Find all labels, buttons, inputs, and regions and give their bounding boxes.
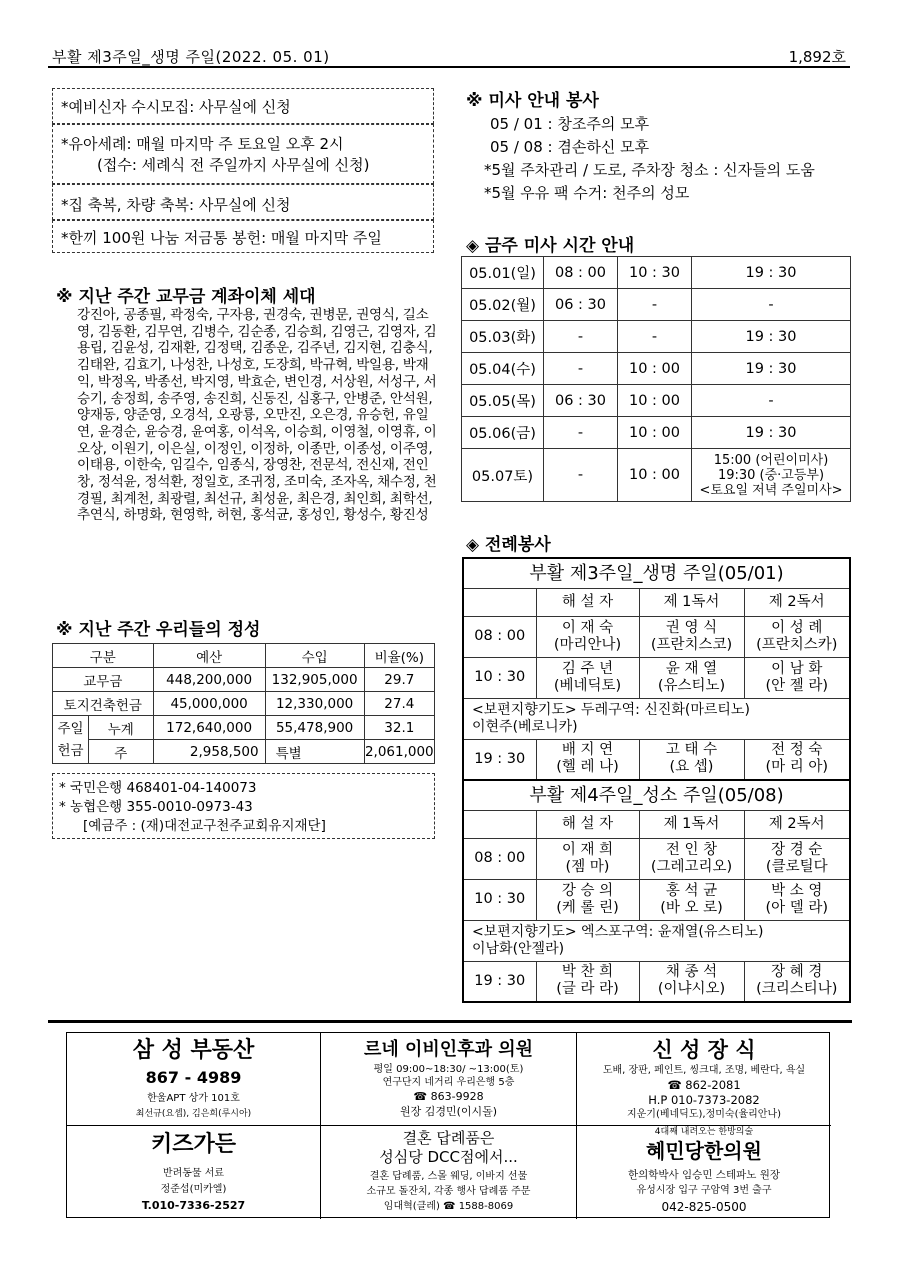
mass-time: 10 : 00 — [618, 385, 692, 417]
ad-line: 원장 김경민(이시돌) — [399, 1105, 498, 1118]
cell-income: 55,478,900 — [265, 716, 364, 740]
ad-line: ☎ 862-2081 — [667, 1078, 741, 1092]
group-label: 주일 헌금 — [53, 716, 89, 764]
ad-phone: 867 - 4989 — [145, 1068, 242, 1087]
notice-line: *집 축복, 차량 축복: 사무실에 신청 — [61, 196, 291, 214]
mass-time: 10 : 00 — [618, 449, 692, 502]
ads-divider — [48, 1020, 852, 1023]
cell-income: 132,905,000 — [265, 668, 364, 692]
notice-box — [52, 88, 434, 124]
col-header: 예산 — [153, 644, 265, 668]
notice-line: *한끼 100원 나눔 저금통 봉헌: 매월 마지막 주일 — [61, 229, 382, 247]
col-header: 제 1독서 — [639, 810, 744, 838]
issue-number: 1,892호 — [788, 48, 846, 66]
mass-time: - — [692, 289, 851, 321]
mass-time: 19 : 30 — [692, 417, 851, 449]
service-line: 05 / 08 : 겸손하신 모후 — [490, 138, 650, 156]
notice-line: *유아세례: 매월 마지막 주 토요일 오후 2시 — [61, 135, 344, 153]
mass-date: 05.06(금) — [462, 417, 544, 449]
liturgy-time: 10 : 30 — [463, 657, 536, 698]
liturgy-section-title: 부활 제4주일_성소 주일(05/08) — [463, 780, 850, 810]
ad-line: 최선규(요셉), 김은희(루시아) — [135, 1109, 252, 1119]
ad-oriental-clinic — [577, 1126, 831, 1216]
cell-income: 12,330,000 — [265, 692, 364, 716]
reader-1: 홍 석 균 (바 오 로) — [639, 879, 744, 920]
cell-budget: 2,958,500 — [153, 740, 265, 764]
mass-time: 19 : 30 — [692, 257, 851, 289]
offering-table — [52, 643, 435, 764]
ad-line: 유성시장 입구 구암역 3번 출구 — [636, 1185, 772, 1196]
prayer-assignment: <보편지향기도> 엑스포구역: 윤재열(유스티노) 이남화(안젤라) — [463, 920, 850, 961]
notice-line: *예비신자 수시모집: 사무실에 신청 — [61, 98, 291, 116]
liturgy-time: 08 : 00 — [463, 838, 536, 879]
offering-title: ※ 지난 주간 우리들의 정성 — [56, 620, 261, 640]
ad-line: 한의학박사 임승민 스테파노 원장 — [627, 1169, 780, 1181]
service-line: 05 / 01 : 창조주의 모후 — [490, 115, 650, 133]
cell-budget: 45,000,000 — [153, 692, 265, 716]
tithe-title: ※ 지난 주간 교무금 계좌이체 세대 — [56, 287, 316, 307]
commentator: 이 재 숙 (마리안나) — [536, 616, 639, 657]
mass-time: 06 : 30 — [544, 385, 618, 417]
cell-budget: 172,640,000 — [153, 716, 265, 740]
ad-line: 도배, 장판, 페인트, 씽크대, 조명, 베란다, 욕실 — [602, 1065, 806, 1076]
ad-line: 연구단지 네거리 우리은행 5층 — [382, 1077, 515, 1088]
mass-date: 05.04(수) — [462, 353, 544, 385]
mass-date: 05.01(일) — [462, 257, 544, 289]
ad-real-estate — [67, 1037, 320, 1121]
commentator: 이 재 희 (젬 마) — [536, 838, 639, 879]
col-header: 구분 — [53, 644, 154, 668]
reader-1: 권 영 식 (프란치스코) — [639, 616, 744, 657]
row-label: 누계 — [89, 716, 154, 740]
mass-time: - — [544, 321, 618, 353]
reader-2: 장 혜 경 (크리스티나) — [744, 961, 850, 1002]
liturgy-time: 19 : 30 — [463, 739, 536, 780]
bank-line: * 농협은행 355-0010-0973-43 — [59, 799, 253, 815]
cell-budget: 448,200,000 — [153, 668, 265, 692]
ad-interior — [577, 1037, 831, 1122]
mass-date: 05.07토) — [462, 449, 544, 502]
ad-ent-clinic — [321, 1037, 576, 1120]
col-header: 제 2독서 — [744, 588, 850, 616]
reader-2: 장 경 순 (클로틸다 — [744, 838, 850, 879]
reader-1: 채 종 석 (이냐시오) — [639, 961, 744, 1002]
mass-time: 10 : 00 — [618, 417, 692, 449]
ad-line: H.P 010-7373-2082 — [648, 1093, 760, 1107]
ad-name: 삼 성 부동산 — [132, 1038, 255, 1063]
cell-rate: 32.1 — [364, 716, 434, 740]
reader-2: 박 소 영 (아 델 라) — [744, 879, 850, 920]
mass-time: - — [692, 385, 851, 417]
ad-line: 정준섭(미카엘) — [160, 1184, 227, 1195]
reader-1: 고 태 수 (요 셉) — [639, 739, 744, 780]
col-header: 해 설 자 — [536, 588, 639, 616]
col-header: 비율(%) — [364, 644, 434, 668]
liturgy-time: 19 : 30 — [463, 961, 536, 1002]
ad-line: 결혼 답례품, 스몰 웨딩, 이바지 선물 — [369, 1171, 528, 1182]
mass-time: 10 : 30 — [618, 257, 692, 289]
reader-1: 전 인 창 (그레고리오) — [639, 838, 744, 879]
service-line: *5월 주차관리 / 도로, 주차장 청소 : 신자들의 도움 — [484, 161, 815, 179]
page-header — [48, 46, 850, 68]
mass-times-table — [461, 256, 851, 502]
mass-times-title: ◈ 금주 미사 시간 안내 — [466, 236, 635, 256]
col-header: 제 1독서 — [639, 588, 744, 616]
ad-line: 4대째 내려오는 한방의술 — [654, 1127, 754, 1137]
mass-time: - — [544, 417, 618, 449]
mass-time: - — [544, 449, 618, 502]
ad-line: ☎ 863-9928 — [413, 1090, 484, 1103]
bank-box — [52, 773, 435, 839]
mass-date: 05.05(목) — [462, 385, 544, 417]
mass-date: 05.02(월) — [462, 289, 544, 321]
reader-2: 이 남 화 (안 젤 라) — [744, 657, 850, 698]
mass-time: 08 : 00 — [544, 257, 618, 289]
ad-line: T.010-7336-2527 — [141, 1199, 246, 1212]
ad-line: 한울APT 상가 101호 — [147, 1093, 240, 1104]
reader-2: 이 성 례 (프란치스카) — [744, 616, 850, 657]
mass-service-list — [484, 113, 815, 205]
mass-service-title: ※ 미사 안내 봉사 — [466, 91, 599, 111]
cell-rate: 29.7 — [364, 668, 434, 692]
commentator: 배 지 연 (헬 레 나) — [536, 739, 639, 780]
mass-time: 06 : 30 — [544, 289, 618, 321]
ad-line: 042-825-0500 — [661, 1200, 747, 1214]
cell-rate: 27.4 — [364, 692, 434, 716]
cell-special: 2,061,000 — [364, 740, 434, 764]
commentator: 김 주 년 (베네딕토) — [536, 657, 639, 698]
ad-line: 임대혁(클레) ☎ 1588-8069 — [383, 1201, 514, 1212]
mass-time: 19 : 30 — [692, 321, 851, 353]
mass-time: - — [618, 321, 692, 353]
col-header: 해 설 자 — [536, 810, 639, 838]
special-label: 특별 — [265, 740, 364, 764]
ad-name: 혜민당한의원 — [646, 1139, 762, 1163]
prayer-assignment: <보편지향기도> 두레구역: 신진화(마르티노) 이현주(베로니카) — [463, 698, 850, 739]
row-label: 교무금 — [53, 668, 154, 692]
ad-kids-garden — [67, 1129, 320, 1214]
service-line: *5월 우유 팩 수거: 천주의 성모 — [484, 184, 690, 202]
ad-line: 소규모 돌잔치, 각종 행사 답례품 주문 — [366, 1186, 531, 1197]
mass-time: - — [618, 289, 692, 321]
ad-line: 평일 09:00~18:30/ ~13:00(토) — [373, 1064, 524, 1075]
ad-bakery — [321, 1129, 576, 1214]
bank-line: [예금주 : (재)대전교구천주교회유지재단] — [83, 818, 326, 834]
ad-name: 키즈가든 — [150, 1132, 236, 1157]
ad-line: 지운기(베네딕도),정미숙(율리안나) — [626, 1109, 782, 1120]
col-header: 수입 — [265, 644, 364, 668]
commentator: 박 찬 희 (글 라 라) — [536, 961, 639, 1002]
liturgy-time: 08 : 00 — [463, 616, 536, 657]
row-label: 주 — [89, 740, 154, 764]
liturgy-section-title: 부활 제3주일_생명 주일(05/01) — [463, 558, 850, 588]
ads-grid — [66, 1032, 830, 1218]
mass-time: 10 : 00 — [618, 353, 692, 385]
mass-time: 19 : 30 — [692, 353, 851, 385]
commentator: 강 승 의 (케 롤 린) — [536, 879, 639, 920]
notice-line: (접수: 세례식 전 주일까지 사무실에 신청) — [97, 156, 370, 174]
notice-box — [52, 184, 434, 220]
liturgy-table — [462, 557, 851, 1003]
reader-1: 윤 재 열 (유스티노) — [639, 657, 744, 698]
ad-name: 신 성 장 식 — [652, 1038, 756, 1062]
reader-2: 전 정 숙 (마 리 아) — [744, 739, 850, 780]
mass-time: - — [544, 353, 618, 385]
tithe-names: 강진아, 공종필, 곽정숙, 구자용, 권경숙, 권병문, 권영식, 길소영, 김동환, 김무연, 김병수, 김순종, 김승희, 김영근, 김영자, 김용립, 김윤성, 김재환, 김정택, 김종운, 김주년, 김지현, 김충식, 김태완, 김효기, 나성찬, 나성호, 도장희, 박규혁, 박일용, 박재익, 박정옥, 박종선, 박지영, 박효순, 변인경, 서상원, 서성구, 서승기, 송정희, 송주영, 송진희, 신동진, 심홍구, 안병준, 안석원, 양재동, 양준영, 오경석, 오광룡, 오만진, 오은경, 유승헌, 유일연, 윤경순, 윤승경, 윤여홍, 이석옥, 이승희, 이영철, 이영휴, 이오상, 이원기, 이은실, 이정인, 이정하, 이종만, 이종성, 이주영, 이태용, 이한숙, 임길수, 임종식, 장영찬, 전문석, 전신재, 전인창, 정석윤, 정석환, 정일호, 조귀정, 조미숙, 조자옥, 채수정, 천경필, 최계천, 최광렬, 최선규, 최성윤, 최은경, 최인희, 최학선, 추연식, 하명화, 현영학, 허현, 홍석균, 홍성인, 황성수, 황진성 — [77, 307, 437, 524]
notice-box — [52, 220, 434, 253]
ad-name: 르네 이비인후과 의원 — [363, 1039, 534, 1060]
col-header: 제 2독서 — [744, 810, 850, 838]
notice-box — [52, 124, 434, 184]
row-label: 토지건축헌금 — [53, 692, 154, 716]
bank-line: * 국민은행 468401-04-140073 — [59, 780, 257, 796]
mass-time-saturday: 15:00 (어린이미사) 19:30 (중·고등부) <토요일 저녁 주일미사> — [692, 449, 851, 502]
ad-name: 성심당 DCC점에서... — [379, 1148, 518, 1166]
bulletin-title: 부활 제3주일_생명 주일(2022. 05. 01) — [52, 48, 330, 66]
ad-name: 결혼 답례품은 — [402, 1129, 495, 1147]
ad-line: 반려동물 서료 — [162, 1168, 225, 1179]
liturgy-time: 10 : 30 — [463, 879, 536, 920]
liturgy-title: ◈ 전례봉사 — [466, 535, 551, 555]
mass-date: 05.03(화) — [462, 321, 544, 353]
